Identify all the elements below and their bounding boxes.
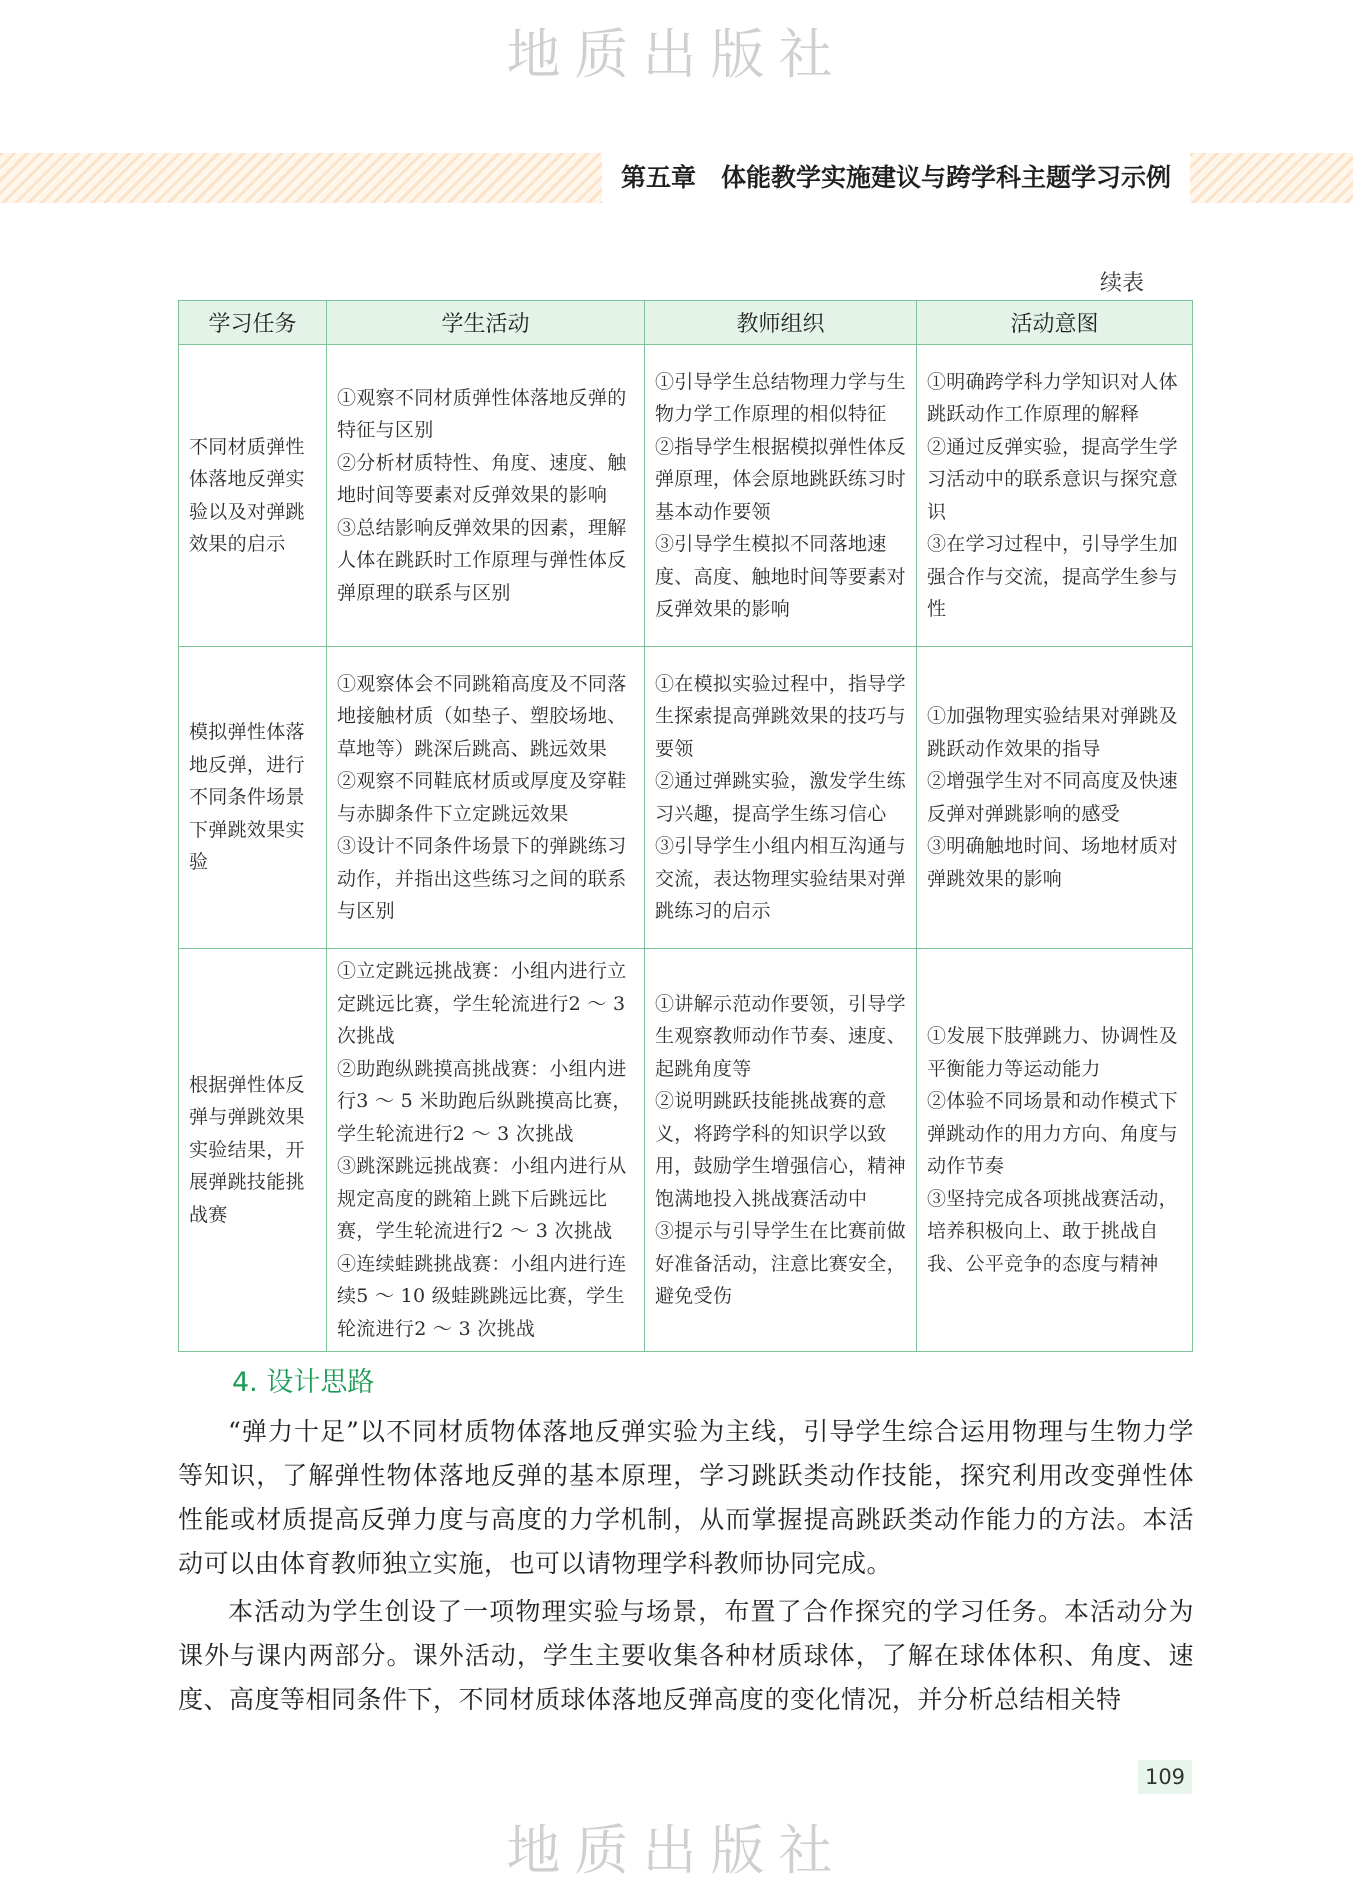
header-learning-task: 学习任务 — [179, 301, 327, 345]
activity-table — [178, 300, 1193, 1352]
page-number: 109 — [1138, 1760, 1192, 1794]
cell-activity-intent: ①加强物理实验结果对弹跳及跳跃动作效果的指导 ②增强学生对不同高度及快速反弹对弹跳影响的感受 ③明确触地时间、场地材质对弹跳效果的影响 — [917, 647, 1193, 949]
cell-teacher-organization: ①讲解示范动作要领，引导学生观察教师动作节奏、速度、起跳角度等 ②说明跳跃技能挑战赛的意义，将跨学科的知识学以致用，鼓励学生增强信心，精神饱满地投入挑战赛活动中 ③提示与引导学生在比赛前做好准备活动，注意比赛安全，避免受伤 — [645, 949, 917, 1352]
cell-student-activity: ①观察不同材质弹性体落地反弹的特征与区别 ②分析材质特性、角度、速度、触地时间等要素对反弹效果的影响 ③总结影响反弹效果的因素，理解人体在跳跃时工作原理与弹性体反弹原理的联系与区别 — [327, 345, 645, 647]
publisher-watermark-top: 地质出版社 — [506, 23, 847, 86]
cell-student-activity: ①观察体会不同跳箱高度及不同落地接触材质（如垫子、塑胶场地、草地等）跳深后跳高、跳远效果 ②观察不同鞋底材质或厚度及穿鞋与赤脚条件下立定跳远效果 ③设计不同条件场景下的弹跳练习动作，并指出这些练习之间的联系与区别 — [327, 647, 645, 949]
cell-student-activity: ①立定跳远挑战赛：小组内进行立定跳远比赛，学生轮流进行2 ～ 3 次挑战 ②助跑纵跳摸高挑战赛：小组内进行3 ～ 5 米助跑后纵跳摸高比赛，学生轮流进行2 ～ 3 次挑战 ③跳深跳远挑战赛：小组内进行从规定高度的跳箱上跳下后跳远比赛，学生轮流进行2 ～ 3 次挑战 ④连续蛙跳挑战赛：小组内进行连续5 ～ 10 级蛙跳跳远比赛，学生轮流进行2 ～ 3 次挑战 — [327, 949, 645, 1352]
table-header-row — [179, 301, 1193, 345]
header-activity-intent: 活动意图 — [917, 301, 1193, 345]
continued-table-label: 续表 — [1100, 271, 1145, 296]
cell-activity-intent: ①明确跨学科力学知识对人体跳跃动作工作原理的解释 ②通过反弹实验，提高学生学习活动中的联系意识与探究意识 ③在学习过程中，引导学生加强合作与交流，提高学生参与性 — [917, 345, 1193, 647]
header-teacher-organization: 教师组织 — [645, 301, 917, 345]
table-row — [179, 345, 1193, 647]
cell-learning-task: 模拟弹性体落地反弹，进行不同条件场景下弹跳效果实验 — [179, 647, 327, 949]
body-paragraph: “弹力十足”以不同材质物体落地反弹实验为主线，引导学生综合运用物理与生物力学等知识，了解弹性物体落地反弹的基本原理，学习跳跃类动作技能，探究利用改变弹性体性能或材质提高反弹力度与高度的力学机制，从而掌握提高跳跃类动作能力的方法。本活动可以由体育教师独立实施，也可以请物理学科教师协同完成。 — [178, 1417, 1194, 1578]
cell-learning-task: 根据弹性体反弹与弹跳效果实验结果，开展弹跳技能挑战赛 — [179, 949, 327, 1352]
header-band-right — [1190, 153, 1353, 203]
cell-teacher-organization: ①在模拟实验过程中，指导学生探索提高弹跳效果的技巧与要领 ②通过弹跳实验，激发学生练习兴趣，提高学生练习信心 ③引导学生小组内相互沟通与交流，表达物理实验结果对弹跳练习的启示 — [645, 647, 917, 949]
cell-learning-task: 不同材质弹性体落地反弹实验以及对弹跳效果的启示 — [179, 345, 327, 647]
table-row — [179, 949, 1193, 1352]
header-band-left — [0, 153, 602, 203]
cell-activity-intent: ①发展下肢弹跳力、协调性及平衡能力等运动能力 ②体验不同场景和动作模式下弹跳动作的用力方向、角度与动作节奏 ③坚持完成各项挑战赛活动，培养积极向上、敢于挑战自我、公平竞争的态度与精神 — [917, 949, 1193, 1352]
chapter-title: 第五章 体能教学实施建议与跨学科主题学习示例 — [620, 163, 1171, 192]
table-row — [179, 647, 1193, 949]
section-heading: 4. 设计思路 — [232, 1367, 375, 1398]
header-student-activity: 学生活动 — [327, 301, 645, 345]
cell-teacher-organization: ①引导学生总结物理力学与生物力学工作原理的相似特征 ②指导学生根据模拟弹性体反弹原理，体会原地跳跃练习时基本动作要领 ③引导学生模拟不同落地速度、高度、触地时间等要素对反弹效果的影响 — [645, 345, 917, 647]
body-paragraph: 本活动为学生创设了一项物理实验与场景，布置了合作探究的学习任务。本活动分为课外与课内两部分。课外活动，学生主要收集各种材质球体，了解在球体体积、角度、速度、高度等相同条件下，不同材质球体落地反弹高度的变化情况，并分析总结相关特 — [178, 1597, 1194, 1714]
publisher-watermark-bottom: 地质出版社 — [506, 1819, 847, 1882]
